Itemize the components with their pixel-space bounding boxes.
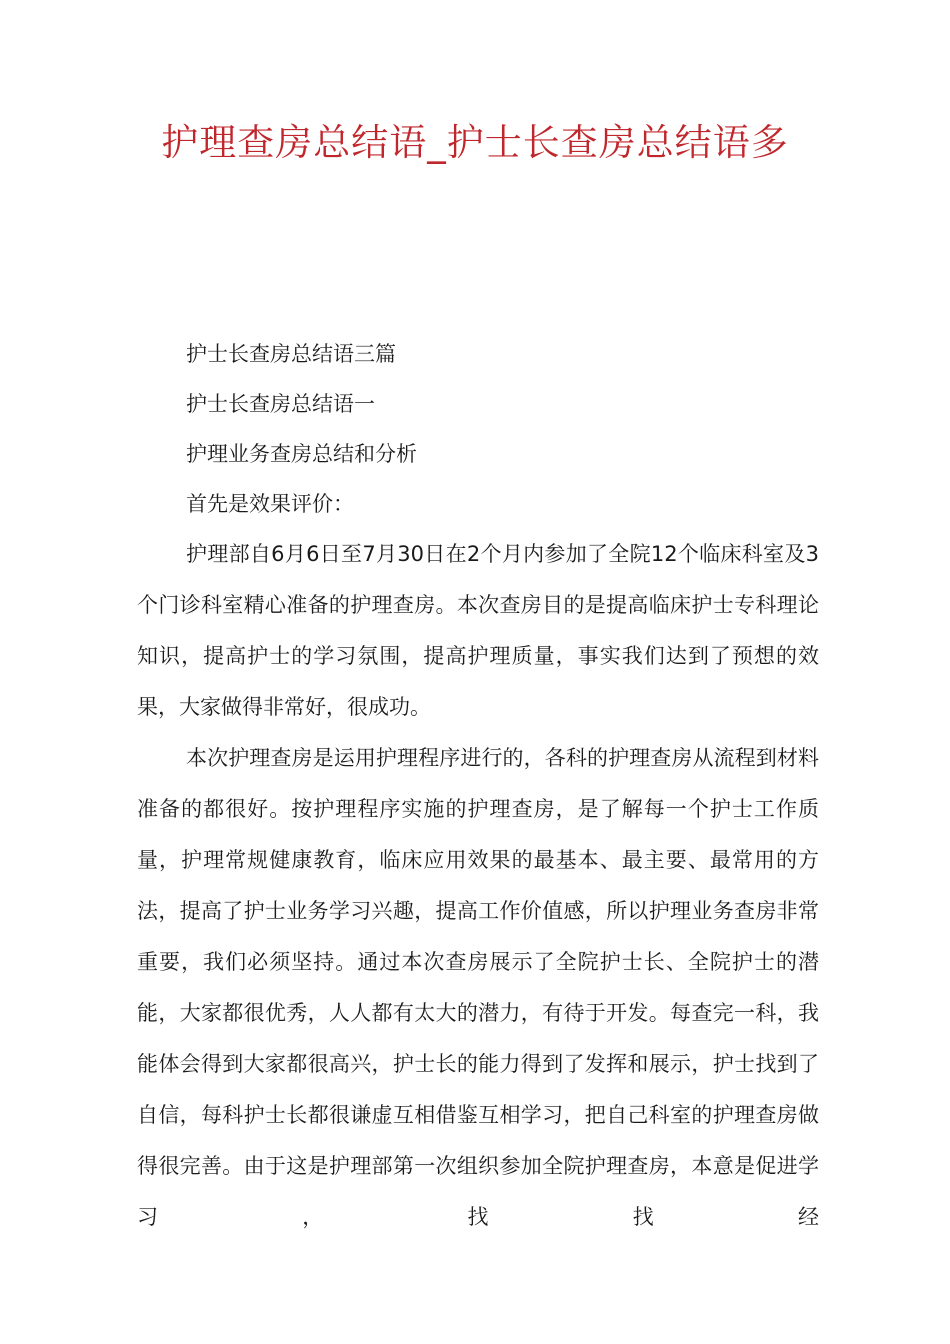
heading-list (186, 329, 826, 529)
heading-analysis: 护理业务查房总结和分析 (186, 442, 417, 466)
paragraph-2: 本次护理查房是运用护理程序进行的，各科的护理查房从流程到材料准备的都很好。按护理程序实施的护理查房，是了解每一个护士工作质量，护理常规健康教育，临床应用效果的最基本、最主要、最常用的方法，提高了护士业务学习兴趣，提高工作价值感，所以护理业务查房非常重要，我们必须坚持。通过本次查房展示了全院护士长、全院护士的潜能，大家都很优秀，人人都有太大的潜力，有待于开发。每查完一科，我能体会得到大家都很高兴，护士长的能力得到了发挥和展示，护士找到了自信，每科护士长都很谦虚互相借鉴互相学习，把自己科室的护理查房做得很完善。由于这是护理部第一次组织参加全院护理查房，本意是促进学习，找找经 (137, 746, 819, 1229)
heading-part-one: 护士长查房总结语一 (186, 392, 375, 416)
document-title: 护理查房总结语_护士长查房总结语多 (161, 121, 789, 164)
paragraph-1: 护理部自6月6日至7月30日在2个月内参加了全院12个临床科室及3个门诊科室精心准备的护理查房。本次查房目的是提高临床护士专科理论知识，提高护士的学习氛围，提高护理质量，事实我们达到了预想的效果，大家做得非常好，很成功。 (137, 542, 819, 719)
heading-collection-title: 护士长查房总结语三篇 (186, 342, 396, 366)
heading-evaluation: 首先是效果评价： (186, 492, 354, 516)
body-text (137, 529, 819, 1243)
